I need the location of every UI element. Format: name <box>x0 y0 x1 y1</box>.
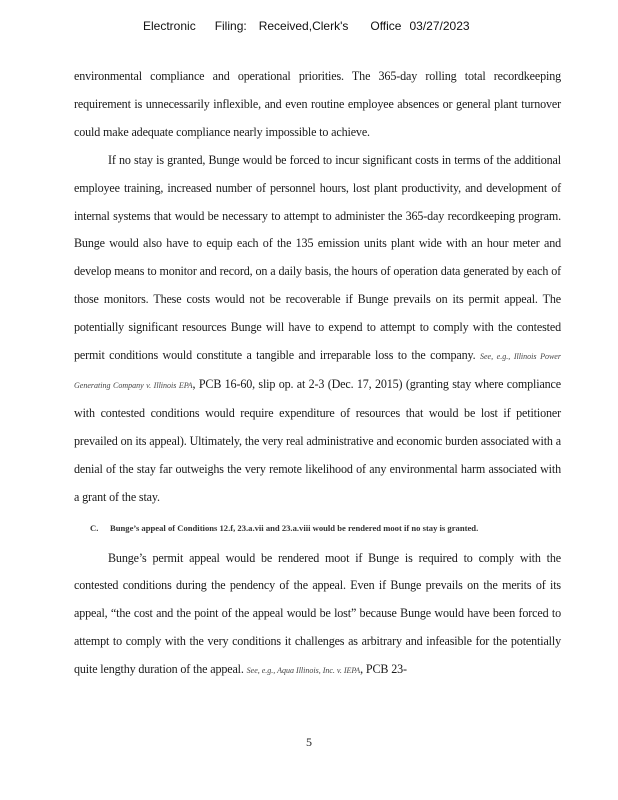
paragraph-2-text-a: If no stay is granted, Bunge would be forced to incur significant costs in terms of the additional employee training, increased number of personnel hours, lost plant productivity, and development of internal systems that would be necessary to attempt to administer the 365-day recordkeeping program. Bunge would also have to equip each of the 135 emission units plant wide with an hour meter and develop means to monitor and record, on a daily basis, the hours of operation data generated by each of those monitors. These costs would not be recoverable if Bunge prevails on its permit appeal. The potentially significant resources Bunge will have to expend to attempt to comply with the contested permit conditions would constitute a tangible and irreparable loss to the company. <box>74 152 561 363</box>
header-office: Office <box>370 19 402 33</box>
filing-stamp-header <box>143 19 470 33</box>
section-heading-text: Bunge’s appeal of Conditions 12.f, 23.a.vii and 23.a.viii would be rendered moot if no stay is granted. <box>110 522 479 533</box>
paragraph-3 <box>74 545 561 686</box>
header-date: 03/27/2023 <box>409 19 470 33</box>
header-received: Received,Clerk's <box>258 19 349 33</box>
paragraph-2 <box>74 147 561 512</box>
paragraph-2-citation: See, e.g., Illinois Power Generating Company v. Illinois EPA <box>74 352 561 390</box>
paragraph-2-text-b: , PCB 16-60, slip op. at 2-3 (Dec. 17, 2015) (granting stay where compliance with contested conditions would require expenditure of resources that would be lost if petitioner prevailed on its appeal). Ultimately, the very real administrative and economic burden associated with a denial of the stay far outweighs the very remote likelihood of any environmental harm associated with a grant of the stay. <box>74 376 561 504</box>
paragraph-3-text-a: Bunge’s permit appeal would be rendered moot if Bunge is required to comply with the contested conditions during the pendency of the appeal. Even if Bunge prevails on the merits of its appeal, “the cost and the point of the appeal would be lost” because Bunge would have been forced to attempt to comply with the very conditions it challenges as arbitrary and infeasible for the potentially quite lengthy duration of the appeal. <box>74 550 561 677</box>
paragraph-1: environmental compliance and operational priorities. The 365-day rolling total recordkeeping requirement is unnecessarily inflexible, and even routine employee absences or general plant turnover could make adequate compliance nearly impossible to achieve. <box>74 69 561 139</box>
page-number: 5 <box>306 735 312 749</box>
header-filing: Filing: <box>214 19 247 33</box>
section-letter: C. <box>90 522 99 533</box>
header-electronic: Electronic <box>143 19 196 33</box>
paragraph-3-citation: See, e.g., Aqua Illinois, Inc. v. IEPA <box>246 666 361 676</box>
document-body <box>74 63 561 685</box>
section-heading <box>74 522 561 535</box>
paragraph-3-text-b: , PCB 23- <box>360 662 407 677</box>
